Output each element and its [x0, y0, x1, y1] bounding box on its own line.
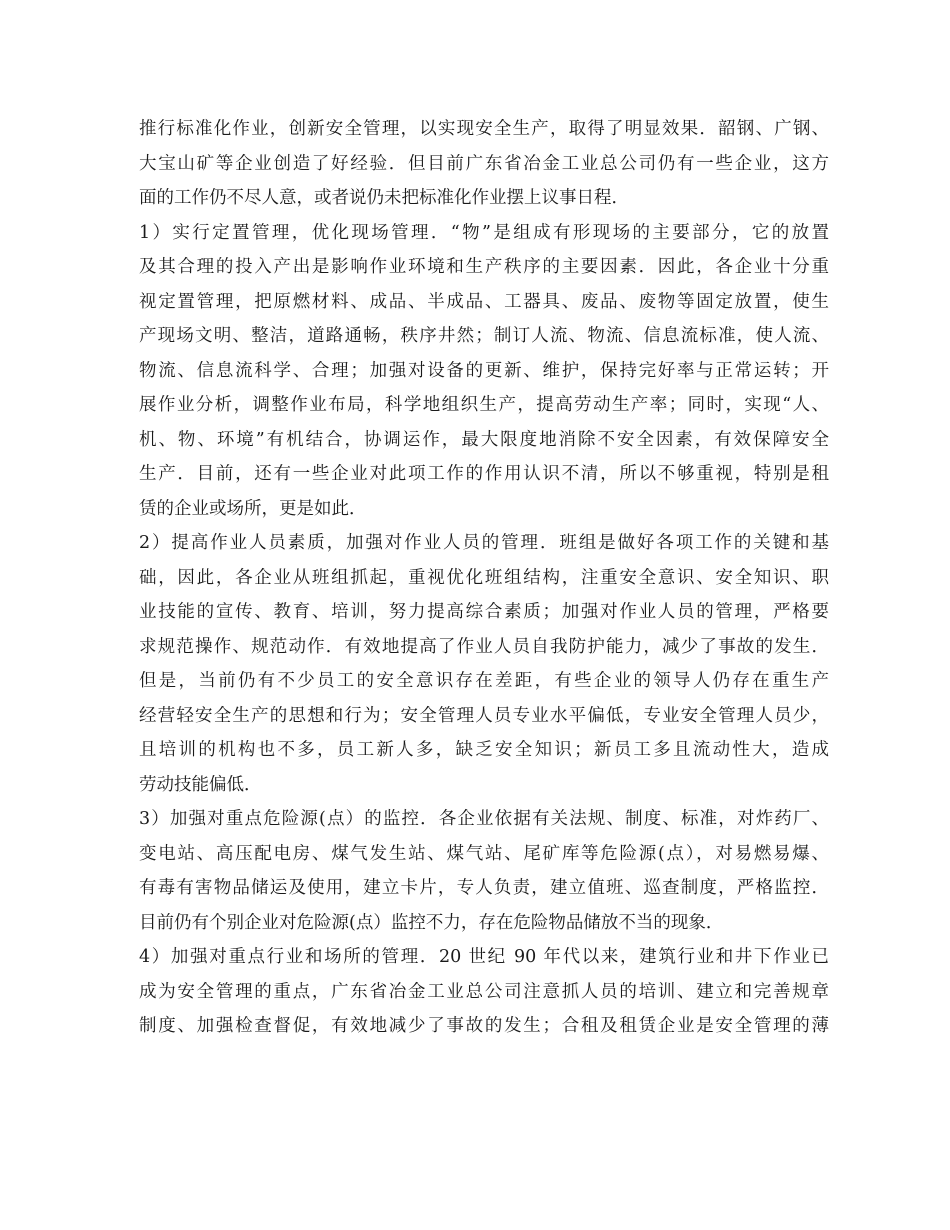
text-line: 2）提高作业人员素质，加强对作业人员的管理．班组是做好各项工作的关键和基: [139, 533, 829, 553]
text-line: 3）加强对重点危险源(点）的监控．各企业依据有关法规、制度、标准，对炸药厂、: [139, 809, 829, 829]
text-line: 制度、加强检查督促，有效地减少了事故的发生；合租及租赁企业是安全管理的薄: [139, 1016, 829, 1036]
text-line: 推行标准化作业，创新安全管理，以实现安全生产，取得了明显效果．韶钢、广钢、: [139, 119, 829, 139]
text-line: 有毒有害物品储运及使用，建立卡片，专人负责，建立值班、巡查制度，严格监控．: [139, 878, 829, 898]
text-line: 生产．目前，还有一些企业对此项工作的作用认识不清，所以不够重视，特别是租: [139, 464, 829, 484]
text-line: 机、物、环境”有机结合，协调运作，最大限度地消除不安全因素，有效保障安全: [139, 429, 829, 450]
text-line: 1）实行定置管理，优化现场管理．“物”是组成有形现场的主要部分，它的放置: [139, 222, 829, 243]
text-line: 4）加强对重点行业和场所的管理．20 世纪 90 年代以来，建筑行业和井下作业已: [139, 947, 829, 967]
text-line: 劳动技能偏低．: [139, 774, 262, 795]
text-line: 变电站、高压配电房、煤气发生站、煤气站、尾矿库等危险源(点），对易燃易爆、: [139, 843, 829, 864]
text-line: 且培训的机构也不多，员工新人多，缺乏安全知识；新员工多且流动性大，造成: [139, 740, 829, 760]
text-line: 物流、信息流科学、合理；加强对设备的更新、维护，保持完好率与正常运转；开: [139, 360, 829, 381]
text-line: 大宝山矿等企业创造了好经验．但目前广东省冶金工业总公司仍有一些企业，这方: [139, 153, 829, 174]
text-line: 产现场文明、整洁，道路通畅，秩序井然；制订人流、物流、信息流标准，使人流、: [139, 326, 829, 346]
text-line: 赁的企业或场所，更是如此．: [139, 498, 367, 519]
text-line: 经营轻安全生产的思想和行为；安全管理人员专业水平偏低，专业安全管理人员少，: [139, 705, 829, 726]
text-line: 目前仍有个别企业对危险源(点）监控不力，存在危险物品储放不当的现象．: [139, 912, 724, 933]
text-line: 业技能的宣传、教育、培训，努力提高综合素质；加强对作业人员的管理，严格要: [139, 602, 829, 622]
document-body: [139, 112, 829, 1044]
text-line: 及其合理的投入产出是影响作业环境和生产秩序的主要因素．因此，各企业十分重: [139, 257, 829, 277]
text-line: 求规范操作、规范动作．有效地提高了作业人员自我防护能力，减少了事故的发生．: [139, 636, 829, 657]
text-line: 视定置管理，把原燃材料、成品、半成品、工器具、废品、废物等固定放置，使生: [139, 291, 829, 312]
text-line: 展作业分析，调整作业布局，科学地组织生产，提高劳动生产率；同时，实现“人、: [139, 395, 829, 415]
text-line: 但是，当前仍有不少员工的安全意识存在差距，有些企业的领导人仍存在重生产: [139, 671, 829, 691]
text-line: 面的工作仍不尽人意，或者说仍未把标准化作业摆上议事日程．: [139, 188, 629, 208]
text-line: 成为安全管理的重点，广东省冶金工业总公司注意抓人员的培训、建立和完善规章: [139, 981, 829, 1002]
text-line: 础，因此，各企业从班组抓起，重视优化班组结构，注重安全意识、安全知识、职: [139, 567, 829, 588]
